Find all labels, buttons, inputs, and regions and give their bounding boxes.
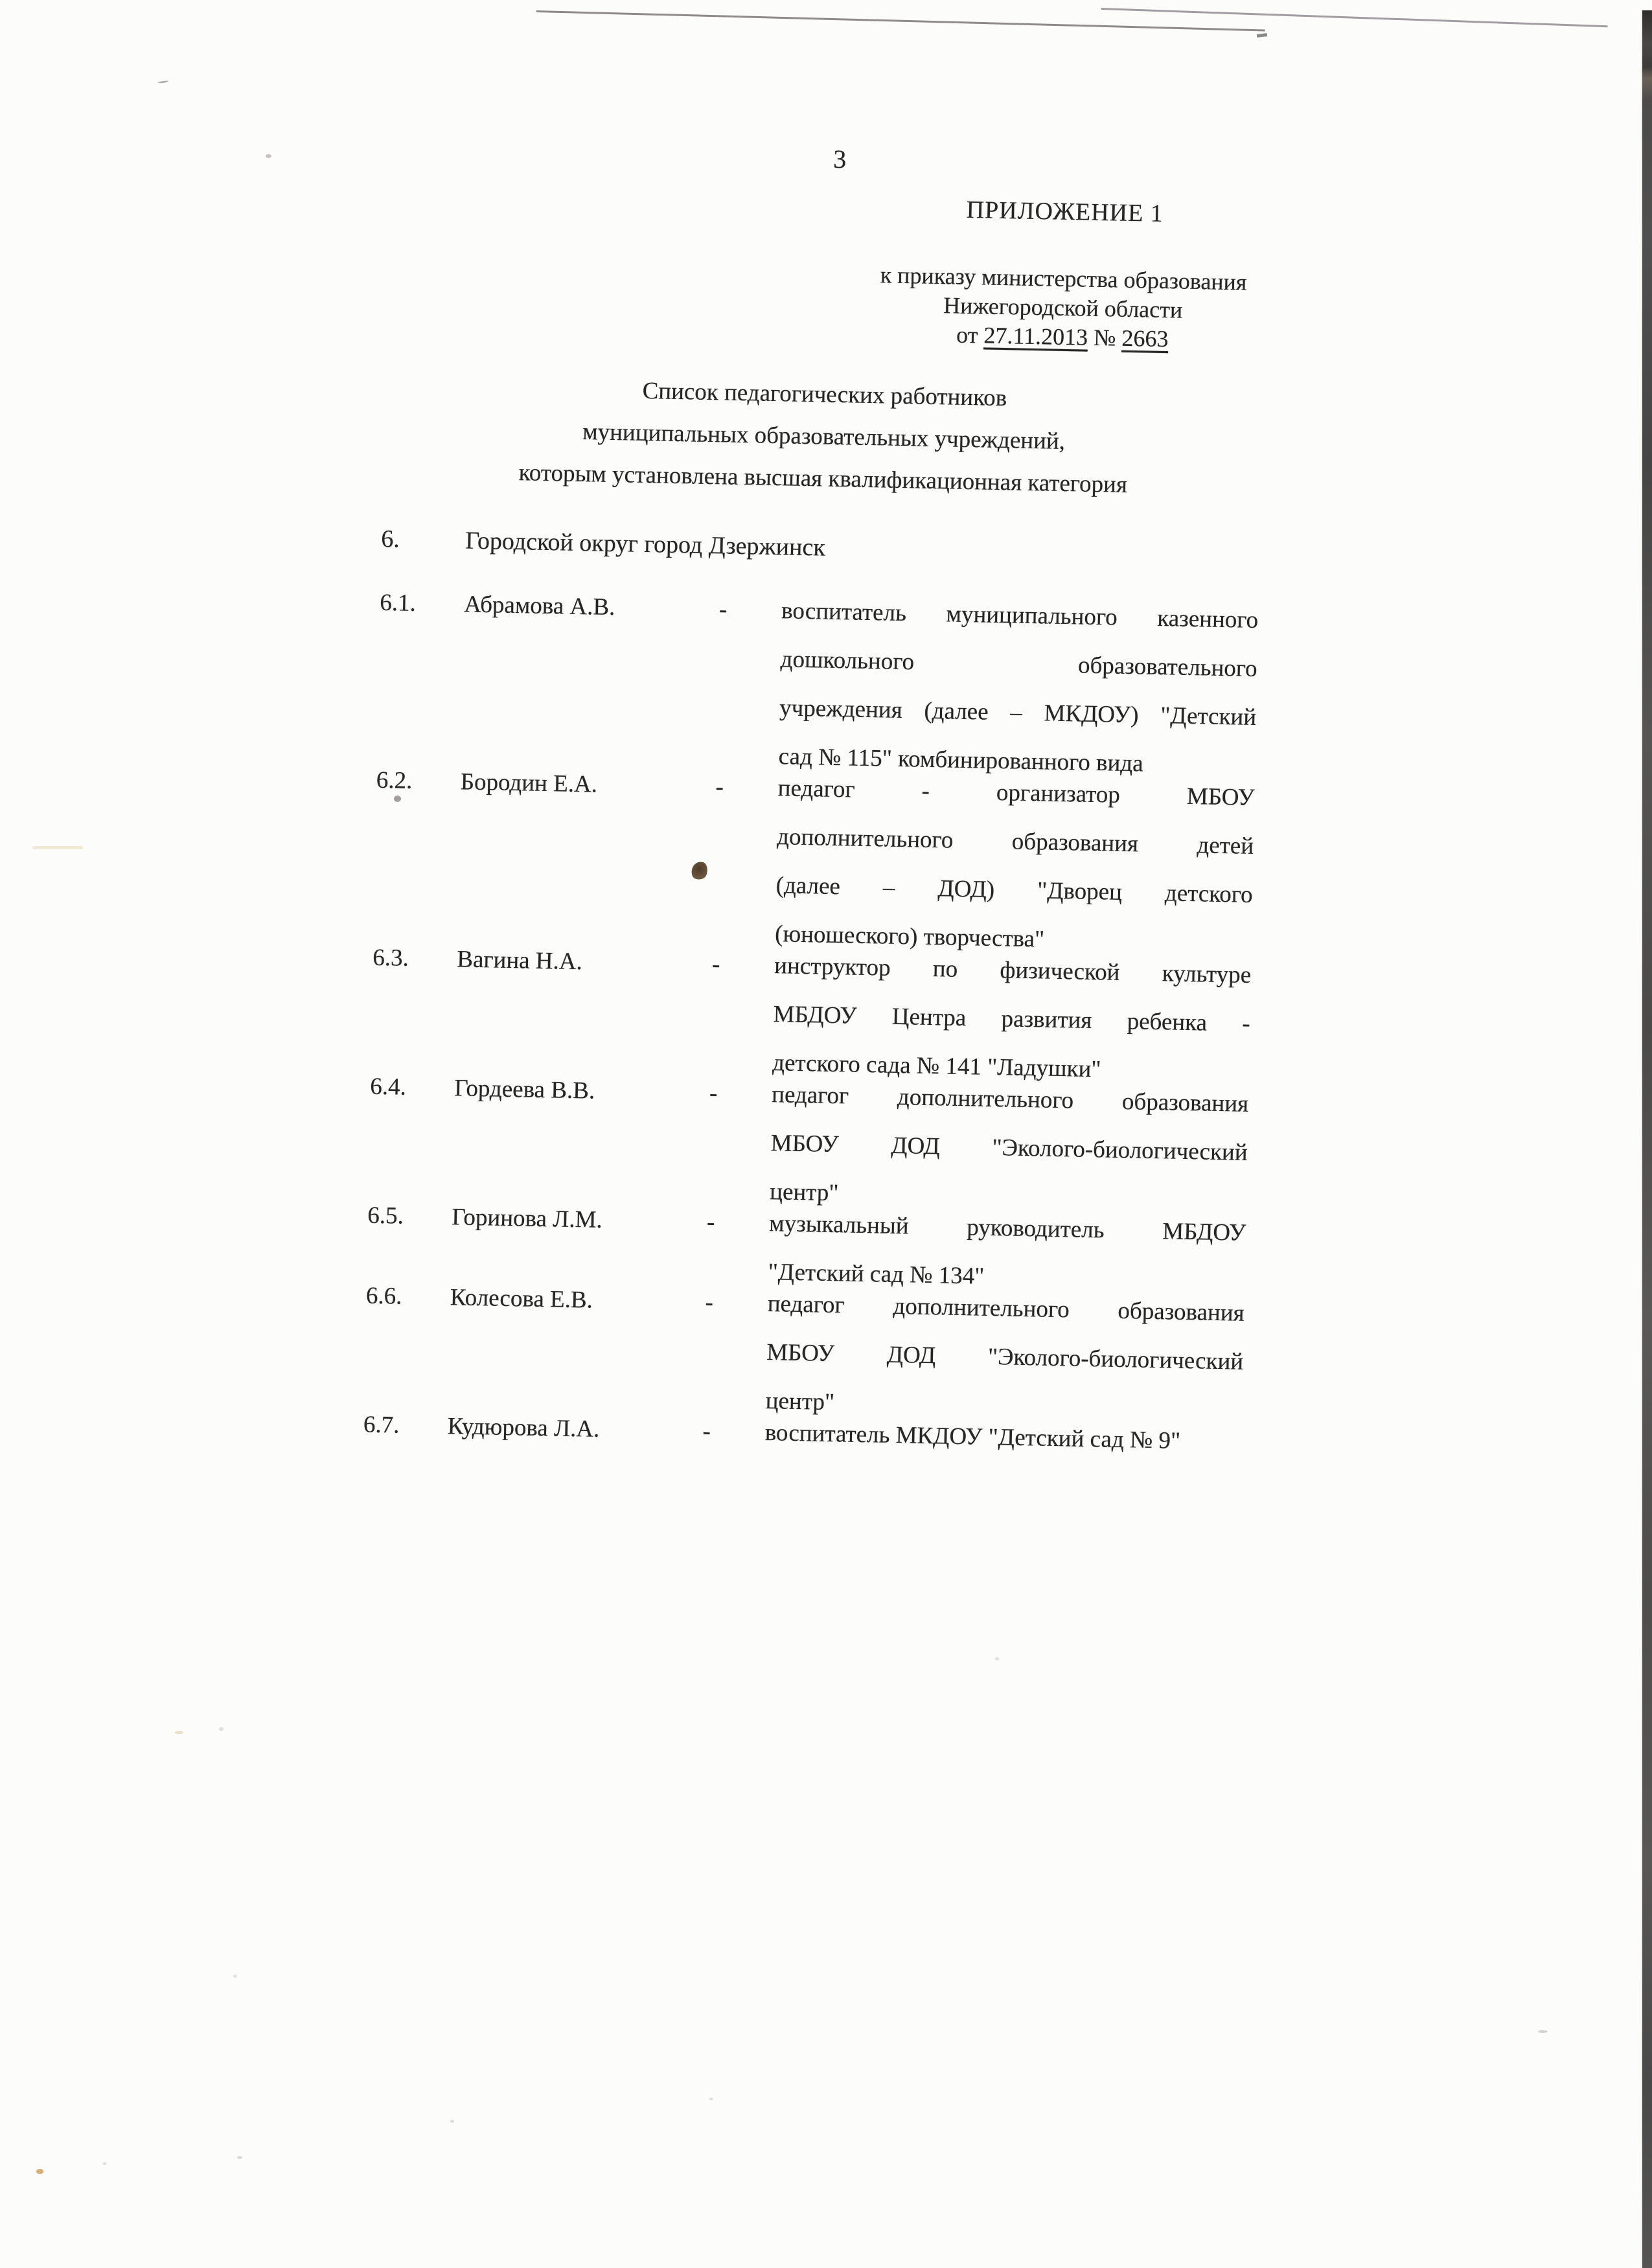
scan-speck xyxy=(266,154,271,158)
entry-number: 6.7. xyxy=(363,1411,400,1439)
order-reference xyxy=(761,258,1365,358)
entry-position-line: дополнительного образования детей xyxy=(776,823,1254,860)
page-number: 3 xyxy=(832,144,847,174)
entry-number: 6.4. xyxy=(369,1073,407,1101)
entry-position-line: (юношеского) творчества" xyxy=(774,921,1045,953)
entry-position-line: детского сада № 141 "Ладушки" xyxy=(772,1049,1101,1083)
entry-position-line: (далее – ДОД) "Дворец детского xyxy=(775,872,1254,908)
entry-name: Горинова Л.М. xyxy=(451,1204,603,1233)
entry-position-line: инструктор по физической культуре xyxy=(774,952,1252,989)
order-date: 27.11.2013 xyxy=(983,322,1088,350)
entry-number: 6.5. xyxy=(367,1202,404,1230)
entry-separator: - xyxy=(702,1418,711,1445)
entry-separator: - xyxy=(715,773,724,801)
entry-separator: - xyxy=(718,596,728,623)
order-number: 2663 xyxy=(1121,325,1169,352)
scan-speck xyxy=(102,2162,107,2165)
entry-position-line: педагог дополнительного образования xyxy=(771,1081,1249,1117)
entry-number: 6.6. xyxy=(365,1282,402,1310)
entry-position-line: музыкальный руководитель МБДОУ xyxy=(768,1210,1246,1246)
entry-position-line: МБОУ ДОД "Эколого-биологический xyxy=(766,1339,1244,1375)
document-title-line: которым установлена высшая квалификационная категория xyxy=(518,459,1128,498)
entry-position xyxy=(778,586,1259,790)
scan-speck xyxy=(233,1975,237,1978)
entry-number: 6.1. xyxy=(379,589,417,617)
scan-speck xyxy=(995,1657,999,1660)
entry-name: Гордеева В.В. xyxy=(453,1075,595,1105)
scan-speck xyxy=(175,1731,183,1734)
entry-separator: - xyxy=(709,1080,718,1107)
entry-position-line: воспитатель МКДОУ "Детский сад № 9" xyxy=(764,1419,1181,1454)
entry-position-line: МБДОУ Центра развития ребенка - xyxy=(773,1001,1251,1037)
entry-position-line: педагог - организатор МБОУ xyxy=(777,775,1256,811)
entry-position-line: сад № 115" комбинированного вида xyxy=(778,743,1144,777)
document-title-line: муниципальных образовательных учреждений, xyxy=(582,418,1066,455)
scan-speck xyxy=(32,846,83,849)
scan-speck xyxy=(36,2169,43,2174)
section-heading xyxy=(381,525,1269,571)
entry-position-line: педагог дополнительного образования xyxy=(767,1290,1245,1327)
entry-position-line: дошкольного образовательного xyxy=(780,646,1258,683)
entry-separator: - xyxy=(711,951,720,978)
scanner-edge-strip xyxy=(1642,10,1652,2268)
order-reference-line2: Нижегородской области xyxy=(943,292,1183,323)
entry-separator: - xyxy=(706,1209,715,1236)
document-title xyxy=(381,365,1267,509)
entry-separator: - xyxy=(705,1289,714,1316)
section-title: Городской округ город Дзержинск xyxy=(465,527,826,562)
entry-number: 6.2. xyxy=(376,766,413,794)
entry-name: Бородин Е.А. xyxy=(460,768,598,798)
entry-name: Вагина Н.А. xyxy=(456,946,583,976)
section-number: 6. xyxy=(380,525,400,553)
order-reference-line1: к приказу министерства образования xyxy=(880,262,1247,295)
entry-position-line: центр" xyxy=(765,1388,835,1416)
entry-number: 6.3. xyxy=(372,944,409,972)
entry-position xyxy=(764,1408,1242,1467)
entry-name: Абрамова А.В. xyxy=(463,591,615,621)
appendix-label: ПРИЛОЖЕНИЕ 1 xyxy=(966,196,1164,227)
entry-name: Колесова Е.В. xyxy=(450,1284,593,1314)
document-title-line: Список педагогических работников xyxy=(642,377,1007,412)
scan-speck xyxy=(450,2120,454,2123)
entry-name: Кудюрова Л.А. xyxy=(447,1413,600,1443)
entry-position-line: учреждения (далее – МКДОУ) "Детский xyxy=(779,694,1257,731)
scan-speck xyxy=(219,1727,224,1731)
scan-speck xyxy=(709,2098,713,2100)
scan-speck xyxy=(1538,2030,1548,2033)
entry-position-line: воспитатель муниципального казенного xyxy=(781,597,1259,634)
entry-position-line: МБОУ ДОД "Эколого-биологический xyxy=(770,1130,1248,1166)
entry-position-line: центр" xyxy=(769,1178,839,1207)
scan-speck xyxy=(237,2156,242,2159)
scan-speck xyxy=(394,796,401,802)
entry-position-line: "Детский сад № 134" xyxy=(768,1259,985,1290)
workers-list xyxy=(363,525,1268,1467)
entry-position xyxy=(775,764,1256,968)
order-reference-line3: от 27.11.2013 № 2663 xyxy=(956,321,1169,352)
